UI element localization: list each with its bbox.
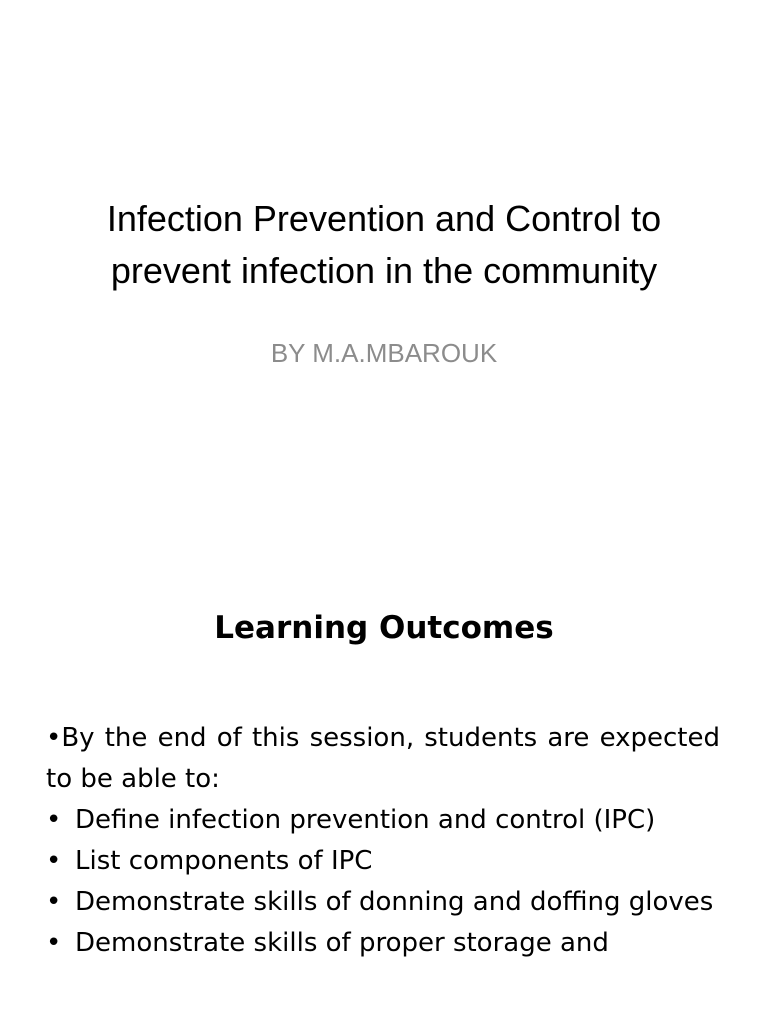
slide-title [40,193,728,297]
bullet-icon: • [46,887,62,917]
outcome-text: List components of IPC [75,846,373,876]
learning-outcomes-body [46,718,720,964]
outcome-text: Define infection prevention and control (IPC) [75,805,656,835]
bullet-icon: • [46,805,62,835]
slide-title-line-2: prevent infection in the community [110,250,658,291]
slide-title-line-1: Infection Prevention and Control to [106,198,662,239]
bullet-icon: • [46,928,62,958]
outcome-item [46,841,720,882]
outcome-item [46,800,720,841]
outcomes-list [46,800,720,964]
outcome-item [46,923,720,964]
bullet-icon: • [46,846,62,876]
outcome-text: Demonstrate skills of proper storage and [75,928,609,958]
outcome-item [46,882,720,923]
author-subtitle: BY M.A.MBAROUK [270,338,498,368]
learning-outcomes-heading: Learning Outcomes [214,610,554,646]
intro-paragraph: •By the end of this session, students are expected to be able to: [46,723,720,794]
outcome-text: Demonstrate skills of donning and doffing gloves [75,887,714,917]
